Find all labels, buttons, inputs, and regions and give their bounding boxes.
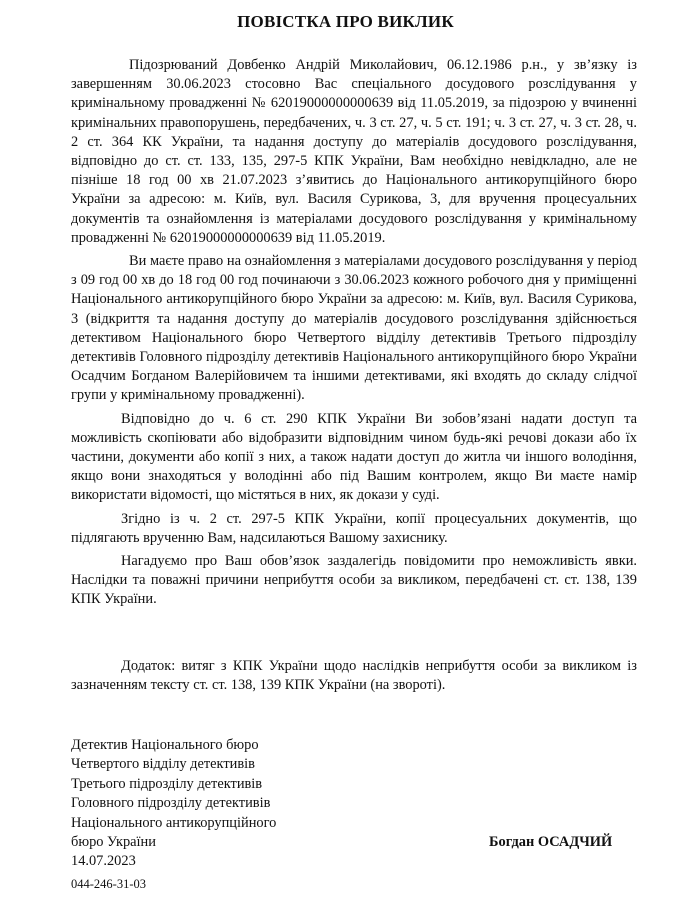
paragraph-obligations: Відповідно до ч. 6 ст. 290 КПК України Ви зобов’язані надати доступ та можливість скопіювати або відобразити відповідним чином будь-які речові докази або їх частини, документи або копії з них, а також надати доступ до житла чи іншого володіння, якщо вони знаходяться у володінні або під Вашим контролем, якщо Ви маєте намір використати відомості, що містяться в них, як докази у суді. xyxy=(71,410,637,504)
signature-line: Детектив Національного бюро xyxy=(71,737,259,753)
document-body xyxy=(71,56,637,610)
signature-line: Головного підрозділу детективів xyxy=(71,795,271,812)
signature-line: Національного антикорупційного xyxy=(71,814,277,831)
paragraph-summons: Підозрюваний Довбенко Андрій Миколайович, 06.12.1986 р.н., у зв’язку із завершенням 30.06.2023 стосовно Вас спеціального досудового розслідування у кримінальному провадженні № 62019000000000639 від 11.05.2019, за підозрою у вчиненні кримінальних правопорушень, передбачених, ч. 3 ст. 27, ч. 5 ст. 191; ч. 3 ст. 27, ч. 3 ст. 28, ч. 2 ст. 364 КК України, та надання доступу до матеріалів досудового розслідування, відповідно до ст. ст. 133, 135, 297-5 КПК України, Вам необхідно невідкладно, але не пізніше 18 год 00 хв 21.07.2023 з’явитись до Національного антикорупційного бюро України за адресою: м. Київ, вул. Василя Сурикова, 3, для вручення процесуальних документів та ознайомлення із матеріалами досудового розслідування у кримінальному провадженні № 62019000000000639 від 11.05.2019. xyxy=(71,57,637,246)
signature-line: бюро України xyxy=(71,834,156,851)
paragraph-reminder: Нагадуємо про Ваш обов’язок заздалегідь повідомити про неможливість явки. Наслідки та поважні причини неприбуття особи за викликом, передбачені ст. ст. 138, 139 КПК України. xyxy=(71,553,637,608)
paragraph-access-rights: Ви маєте право на ознайомлення з матеріалами досудового розслідування у період з 09 год 00 хв до 18 год 00 год починаючи з 30.06.2023 кожного робочого дня у приміщенні Національного антикорупційного бюро України за адресою: м. Київ, вул. Василя Сурикова, 3 (відкриття та надання доступу до матеріалів досудового розслідування здійснюється детективом Національного бюро Четвертого відділу детективів Третього підрозділу детективів Головного підрозділу детективів Національного антикорупційного бюро України Осадчим Богданом Валерійовичем та іншими детективами, які входять до складу слідчої групи у кримінальному провадженні). xyxy=(71,253,637,404)
signature-block xyxy=(71,736,331,872)
paragraph-defender-copies: Згідно із ч. 2 ст. 297-5 КПК України, копії процесуальних документів, що підлягають врученню Вам, надсилаються Вашому захиснику. xyxy=(71,510,637,546)
signer-name: Богдан ОСАДЧИЙ xyxy=(489,834,613,850)
appendix-note: Додаток: витяг з КПК України щодо наслідків неприбуття особи за викликом із зазначенням тексту ст. ст. 138, 139 КПК України (на звороті). xyxy=(71,658,637,694)
signature-line: Третього підрозділу детективів xyxy=(71,775,263,792)
signature-date: 14.07.2023 xyxy=(71,853,136,870)
document-title: ПОВІСТКА ПРО ВИКЛИК xyxy=(237,12,454,31)
contact-phone: 044-246-31-03 xyxy=(71,877,146,891)
signature-line: Четвертого відділу детективів xyxy=(71,756,255,773)
